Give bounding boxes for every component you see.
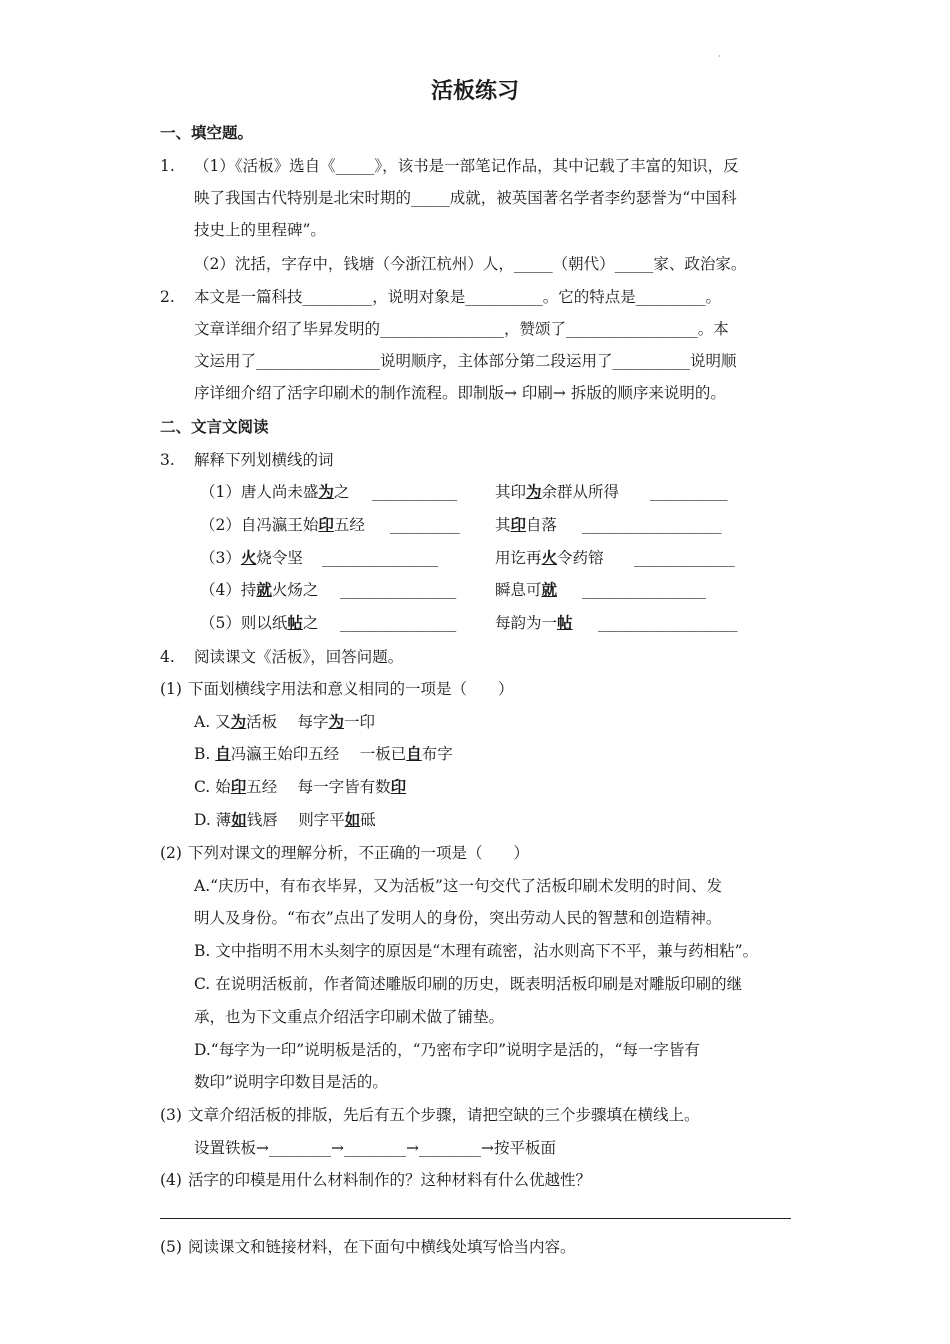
sub-question-number: (5): [160, 1238, 182, 1256]
q3-item-b: 其印自落: [495, 515, 558, 534]
q3-item-a: （5）则以纸帖之: [200, 613, 319, 632]
option-b: B. 自冯瀛王始印五经 一板已自布字: [194, 744, 453, 763]
underlined-word: 火: [240, 548, 257, 567]
underlined-word: 如: [344, 810, 361, 829]
underlined-word: 印: [318, 515, 334, 534]
sub-question-number: (4): [160, 1171, 182, 1189]
option-a-text: 明人及身份。“布衣”点出了发明人的身份，突出劳动人民的智慧和创造精神。: [194, 909, 722, 927]
underlined-word: 为: [526, 482, 542, 501]
option-a-text: A.“庆历中，有布衣毕昇，又为活板”这一句交代了活板印刷术发明的时间、发: [194, 877, 722, 895]
q3-item-a: （4）持就火炀之: [200, 580, 319, 599]
underlined-word: 为: [230, 712, 247, 731]
q3-item-b: 其印为余群从所得: [495, 482, 620, 501]
underlined-word: 印: [510, 515, 527, 534]
option-c: C. 始印五经 每一字皆有数印: [194, 777, 407, 796]
sub-question-stem: 活字的印模是用什么材料制作的？这种材料有什么优越性？: [188, 1171, 592, 1189]
answer-blank: _______________: [340, 581, 457, 599]
underlined-word: 自: [406, 744, 422, 763]
answer-blank: ________________: [582, 581, 706, 599]
option-d-text: D.“每字为一印”说明板是活的，“乃密布字印”说明字是活的，“每一字皆有: [194, 1041, 700, 1059]
q2-line: 序详细介绍了活字印刷术的制作流程。即制版→ 印刷→ 拆版的顺序来说明的。: [194, 384, 726, 402]
q2-line: 文章详细介绍了毕昇发明的________________，赞颂了_________________。本: [194, 320, 729, 338]
option-c-text: 承，也为下文重点介绍活字印刷术做了铺垫。: [194, 1008, 505, 1026]
underlined-word: 帖: [557, 613, 573, 632]
sub-question-number: (3): [160, 1106, 182, 1124]
underlined-word: 为: [328, 712, 345, 731]
underlined-word: 就: [256, 580, 272, 599]
q1-line: 映了我国古代特别是北宋时期的_____成就，被英国著名学者李约瑟誉为“中国科: [194, 189, 737, 207]
page-title: 活板练习: [430, 79, 519, 104]
page-mark: ·: [718, 52, 721, 61]
underlined-word: 就: [541, 580, 558, 599]
answer-blank: __________________: [582, 516, 722, 534]
sub-question-number: (2): [160, 844, 182, 862]
answer-blank: _______________: [322, 549, 439, 567]
question-number: 3.: [160, 451, 175, 469]
option-d-text: 数印”说明字印数目是活的。: [194, 1073, 388, 1091]
q3-item-b: 每韵为一帖: [495, 613, 573, 632]
underlined-word: 自: [215, 744, 231, 763]
q3-item-a: （1）唐人尚未盛为之: [200, 482, 350, 501]
section-heading-classical-reading: 二、文言文阅读: [160, 418, 269, 436]
underlined-word: 为: [318, 482, 334, 501]
option-b-text: B. 文中指明不用木头刻字的原因是“木理有疏密，沾水则高下不平，兼与药相粘”。: [194, 942, 759, 960]
q1-line: （1）《活板》选自《_____》，该书是一部笔记作品，其中记载了丰富的知识，反: [194, 157, 739, 175]
sub-question-number: (1): [160, 680, 182, 698]
answer-blank: __________: [650, 483, 728, 501]
sub-question-stem: 下列对课文的理解分析，不正确的一项是（ ）: [188, 844, 530, 862]
steps-flow: 设置铁板→________→________→________→按平板面: [194, 1139, 556, 1157]
q4-stem: 阅读课文《活板》，回答问题。: [194, 648, 404, 666]
q3-item-a: （2）自冯瀛王始印五经: [200, 515, 365, 534]
answer-blank: _______________: [340, 614, 457, 632]
sub-question-stem: 阅读课文和链接材料，在下面句中横线处填写恰当内容。: [188, 1238, 576, 1256]
underlined-word: 如: [231, 810, 247, 829]
option-c-text: C. 在说明活板前，作者简述雕版印刷的历史，既表明活板印刷是对雕版印刷的继: [194, 975, 743, 993]
answer-blank: ___________: [372, 483, 458, 501]
option-a: A. 又为活板 每字为一印: [194, 712, 376, 731]
q2-line: 本文是一篇科技_________，说明对象是__________。它的特点是_________。: [194, 288, 722, 306]
q1-line: 技史上的里程碑”。: [194, 221, 326, 239]
sub-question-stem: 文章介绍活板的排版，先后有五个步骤，请把空缺的三个步骤填在横线上。: [188, 1106, 700, 1124]
question-number: 2.: [160, 288, 175, 306]
question-number: 4.: [160, 648, 175, 666]
underlined-word: 火: [541, 548, 558, 567]
q3-item-a: （3）火烧令坚: [200, 548, 303, 567]
underlined-word: 帖: [287, 613, 303, 632]
section-heading-fill-blank: 一、填空题。: [160, 124, 254, 142]
sub-question-stem: 下面划横线字用法和意义相同的一项是（ ）: [188, 680, 514, 698]
q3-item-b: 用讫再火令药镕: [495, 548, 604, 567]
q1-line: （2）沈括，字存中，钱塘（今浙江杭州）人，_____（朝代）_____家、政治家。: [194, 255, 747, 273]
underlined-word: 印: [390, 777, 407, 796]
underlined-word: 印: [230, 777, 247, 796]
answer-blank: __________________: [598, 614, 738, 632]
answer-line: [160, 1218, 791, 1219]
q3-stem: 解释下列划横线的词: [194, 451, 334, 469]
option-d: D. 薄如钱唇 则字平如砥: [194, 810, 376, 829]
q3-item-b: 瞬息可就: [495, 580, 558, 599]
q2-line: 文运用了________________说明顺序，主体部分第二段运用了__________说明顺: [194, 352, 737, 370]
question-number: 1.: [160, 157, 175, 175]
answer-blank: _________: [390, 516, 460, 534]
answer-blank: _____________: [634, 549, 735, 567]
